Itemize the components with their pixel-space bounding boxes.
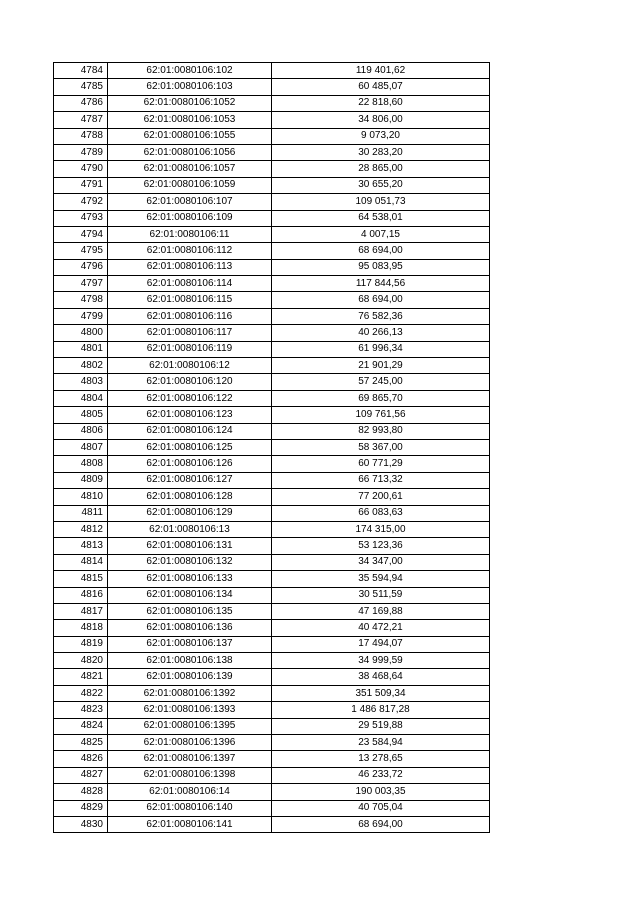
cadastral-number-cell: 62:01:0080106:137 — [108, 636, 272, 652]
table-row — [54, 374, 490, 390]
row-number-cell: 4826 — [54, 751, 108, 767]
cadastral-number-cell: 62:01:0080106:127 — [108, 472, 272, 488]
table-row — [54, 63, 490, 79]
value-cell: 53 123,36 — [272, 538, 490, 554]
cadastral-number-cell: 62:01:0080106:128 — [108, 489, 272, 505]
value-cell: 38 468,64 — [272, 669, 490, 685]
table-row — [54, 161, 490, 177]
value-cell: 46 233,72 — [272, 767, 490, 783]
table-row — [54, 751, 490, 767]
table-row — [54, 325, 490, 341]
value-cell: 60 771,29 — [272, 456, 490, 472]
table-row — [54, 194, 490, 210]
table-row — [54, 112, 490, 128]
cadastral-number-cell: 62:01:0080106:109 — [108, 210, 272, 226]
cadastral-number-cell: 62:01:0080106:1396 — [108, 735, 272, 751]
row-number-cell: 4830 — [54, 816, 108, 832]
value-cell: 77 200,61 — [272, 489, 490, 505]
row-number-cell: 4829 — [54, 800, 108, 816]
row-number-cell: 4798 — [54, 292, 108, 308]
cadastral-number-cell: 62:01:0080106:1059 — [108, 177, 272, 193]
table-row — [54, 456, 490, 472]
value-cell: 17 494,07 — [272, 636, 490, 652]
cadastral-number-cell: 62:01:0080106:1393 — [108, 702, 272, 718]
table-row — [54, 603, 490, 619]
cadastral-number-cell: 62:01:0080106:1055 — [108, 128, 272, 144]
value-cell: 109 761,56 — [272, 407, 490, 423]
row-number-cell: 4799 — [54, 308, 108, 324]
row-number-cell: 4816 — [54, 587, 108, 603]
table-row — [54, 390, 490, 406]
value-cell: 34 999,59 — [272, 653, 490, 669]
cadastral-number-cell: 62:01:0080106:134 — [108, 587, 272, 603]
row-number-cell: 4788 — [54, 128, 108, 144]
table-row — [54, 571, 490, 587]
value-cell: 29 519,88 — [272, 718, 490, 734]
cadastral-number-cell: 62:01:0080106:126 — [108, 456, 272, 472]
table-row — [54, 128, 490, 144]
row-number-cell: 4821 — [54, 669, 108, 685]
row-number-cell: 4822 — [54, 685, 108, 701]
row-number-cell: 4793 — [54, 210, 108, 226]
table-body — [54, 63, 490, 833]
value-cell: 57 245,00 — [272, 374, 490, 390]
value-cell: 68 694,00 — [272, 292, 490, 308]
row-number-cell: 4812 — [54, 521, 108, 537]
cadastral-number-cell: 62:01:0080106:129 — [108, 505, 272, 521]
value-cell: 351 509,34 — [272, 685, 490, 701]
table-row — [54, 177, 490, 193]
cadastral-number-cell: 62:01:0080106:116 — [108, 308, 272, 324]
row-number-cell: 4795 — [54, 243, 108, 259]
table-row — [54, 423, 490, 439]
value-cell: 22 818,60 — [272, 95, 490, 111]
value-cell: 34 347,00 — [272, 554, 490, 570]
table-row — [54, 276, 490, 292]
table-row — [54, 472, 490, 488]
row-number-cell: 4801 — [54, 341, 108, 357]
table-row — [54, 407, 490, 423]
table-row — [54, 800, 490, 816]
table-row — [54, 210, 490, 226]
table-row — [54, 439, 490, 455]
row-number-cell: 4808 — [54, 456, 108, 472]
cadastral-number-cell: 62:01:0080106:131 — [108, 538, 272, 554]
value-cell: 60 485,07 — [272, 79, 490, 95]
row-number-cell: 4825 — [54, 735, 108, 751]
row-number-cell: 4806 — [54, 423, 108, 439]
table-row — [54, 620, 490, 636]
row-number-cell: 4819 — [54, 636, 108, 652]
value-cell: 190 003,35 — [272, 784, 490, 800]
row-number-cell: 4789 — [54, 144, 108, 160]
table-row — [54, 144, 490, 160]
table-row — [54, 341, 490, 357]
cadastral-number-cell: 62:01:0080106:136 — [108, 620, 272, 636]
value-cell: 69 865,70 — [272, 390, 490, 406]
row-number-cell: 4805 — [54, 407, 108, 423]
cadastral-number-cell: 62:01:0080106:113 — [108, 259, 272, 275]
cadastral-number-cell: 62:01:0080106:1053 — [108, 112, 272, 128]
cadastral-number-cell: 62:01:0080106:12 — [108, 358, 272, 374]
cadastral-number-cell: 62:01:0080106:112 — [108, 243, 272, 259]
table-row — [54, 718, 490, 734]
cadastral-number-cell: 62:01:0080106:124 — [108, 423, 272, 439]
value-cell: 30 655,20 — [272, 177, 490, 193]
cadastral-number-cell: 62:01:0080106:117 — [108, 325, 272, 341]
row-number-cell: 4803 — [54, 374, 108, 390]
table-row — [54, 308, 490, 324]
value-cell: 66 713,32 — [272, 472, 490, 488]
cadastral-number-cell: 62:01:0080106:123 — [108, 407, 272, 423]
row-number-cell: 4802 — [54, 358, 108, 374]
cadastral-number-cell: 62:01:0080106:139 — [108, 669, 272, 685]
row-number-cell: 4787 — [54, 112, 108, 128]
value-cell: 30 511,59 — [272, 587, 490, 603]
value-cell: 30 283,20 — [272, 144, 490, 160]
row-number-cell: 4813 — [54, 538, 108, 554]
row-number-cell: 4790 — [54, 161, 108, 177]
value-cell: 58 367,00 — [272, 439, 490, 455]
cadastral-number-cell: 62:01:0080106:13 — [108, 521, 272, 537]
data-table — [53, 62, 490, 833]
table-row — [54, 587, 490, 603]
value-cell: 61 996,34 — [272, 341, 490, 357]
cadastral-number-cell: 62:01:0080106:133 — [108, 571, 272, 587]
value-cell: 68 694,00 — [272, 243, 490, 259]
value-cell: 23 584,94 — [272, 735, 490, 751]
table-row — [54, 489, 490, 505]
cadastral-number-cell: 62:01:0080106:135 — [108, 603, 272, 619]
table-row — [54, 554, 490, 570]
cadastral-number-cell: 62:01:0080106:132 — [108, 554, 272, 570]
cadastral-number-cell: 62:01:0080106:114 — [108, 276, 272, 292]
cadastral-number-cell: 62:01:0080106:122 — [108, 390, 272, 406]
value-cell: 40 472,21 — [272, 620, 490, 636]
row-number-cell: 4791 — [54, 177, 108, 193]
cadastral-number-cell: 62:01:0080106:1052 — [108, 95, 272, 111]
value-cell: 66 083,63 — [272, 505, 490, 521]
table-row — [54, 358, 490, 374]
table-row — [54, 521, 490, 537]
row-number-cell: 4815 — [54, 571, 108, 587]
row-number-cell: 4820 — [54, 653, 108, 669]
cadastral-number-cell: 62:01:0080106:1392 — [108, 685, 272, 701]
value-cell: 82 993,80 — [272, 423, 490, 439]
value-cell: 47 169,88 — [272, 603, 490, 619]
value-cell: 40 705,04 — [272, 800, 490, 816]
cadastral-number-cell: 62:01:0080106:125 — [108, 439, 272, 455]
value-cell: 119 401,62 — [272, 63, 490, 79]
value-cell: 28 865,00 — [272, 161, 490, 177]
table-row — [54, 243, 490, 259]
row-number-cell: 4811 — [54, 505, 108, 521]
cadastral-number-cell: 62:01:0080106:138 — [108, 653, 272, 669]
table-row — [54, 816, 490, 832]
value-cell: 9 073,20 — [272, 128, 490, 144]
cadastral-number-cell: 62:01:0080106:1398 — [108, 767, 272, 783]
cadastral-number-cell: 62:01:0080106:1057 — [108, 161, 272, 177]
table-row — [54, 95, 490, 111]
row-number-cell: 4814 — [54, 554, 108, 570]
row-number-cell: 4810 — [54, 489, 108, 505]
cadastral-number-cell: 62:01:0080106:1395 — [108, 718, 272, 734]
value-cell: 109 051,73 — [272, 194, 490, 210]
row-number-cell: 4817 — [54, 603, 108, 619]
row-number-cell: 4797 — [54, 276, 108, 292]
value-cell: 13 278,65 — [272, 751, 490, 767]
cadastral-number-cell: 62:01:0080106:103 — [108, 79, 272, 95]
table-row — [54, 767, 490, 783]
row-number-cell: 4794 — [54, 226, 108, 242]
cadastral-number-cell: 62:01:0080106:14 — [108, 784, 272, 800]
table-row — [54, 259, 490, 275]
value-cell: 21 901,29 — [272, 358, 490, 374]
row-number-cell: 4785 — [54, 79, 108, 95]
table-row — [54, 79, 490, 95]
table-row — [54, 226, 490, 242]
table-row — [54, 538, 490, 554]
row-number-cell: 4824 — [54, 718, 108, 734]
table-row — [54, 669, 490, 685]
value-cell: 174 315,00 — [272, 521, 490, 537]
row-number-cell: 4809 — [54, 472, 108, 488]
table-row — [54, 735, 490, 751]
value-cell: 68 694,00 — [272, 816, 490, 832]
value-cell: 64 538,01 — [272, 210, 490, 226]
row-number-cell: 4823 — [54, 702, 108, 718]
cadastral-number-cell: 62:01:0080106:115 — [108, 292, 272, 308]
value-cell: 1 486 817,28 — [272, 702, 490, 718]
cadastral-number-cell: 62:01:0080106:119 — [108, 341, 272, 357]
cadastral-number-cell: 62:01:0080106:120 — [108, 374, 272, 390]
cadastral-number-cell: 62:01:0080106:141 — [108, 816, 272, 832]
value-cell: 40 266,13 — [272, 325, 490, 341]
row-number-cell: 4828 — [54, 784, 108, 800]
row-number-cell: 4827 — [54, 767, 108, 783]
row-number-cell: 4792 — [54, 194, 108, 210]
table-row — [54, 292, 490, 308]
row-number-cell: 4807 — [54, 439, 108, 455]
table-row — [54, 702, 490, 718]
table-row — [54, 653, 490, 669]
table-row — [54, 636, 490, 652]
row-number-cell: 4796 — [54, 259, 108, 275]
row-number-cell: 4818 — [54, 620, 108, 636]
cadastral-number-cell: 62:01:0080106:11 — [108, 226, 272, 242]
value-cell: 76 582,36 — [272, 308, 490, 324]
value-cell: 35 594,94 — [272, 571, 490, 587]
value-cell: 4 007,15 — [272, 226, 490, 242]
cadastral-number-cell: 62:01:0080106:1056 — [108, 144, 272, 160]
table-row — [54, 505, 490, 521]
value-cell: 117 844,56 — [272, 276, 490, 292]
cadastral-number-cell: 62:01:0080106:107 — [108, 194, 272, 210]
table-row — [54, 784, 490, 800]
cadastral-number-cell: 62:01:0080106:140 — [108, 800, 272, 816]
row-number-cell: 4786 — [54, 95, 108, 111]
row-number-cell: 4784 — [54, 63, 108, 79]
value-cell: 95 083,95 — [272, 259, 490, 275]
cadastral-number-cell: 62:01:0080106:102 — [108, 63, 272, 79]
value-cell: 34 806,00 — [272, 112, 490, 128]
cadastral-number-cell: 62:01:0080106:1397 — [108, 751, 272, 767]
table-row — [54, 685, 490, 701]
row-number-cell: 4804 — [54, 390, 108, 406]
row-number-cell: 4800 — [54, 325, 108, 341]
